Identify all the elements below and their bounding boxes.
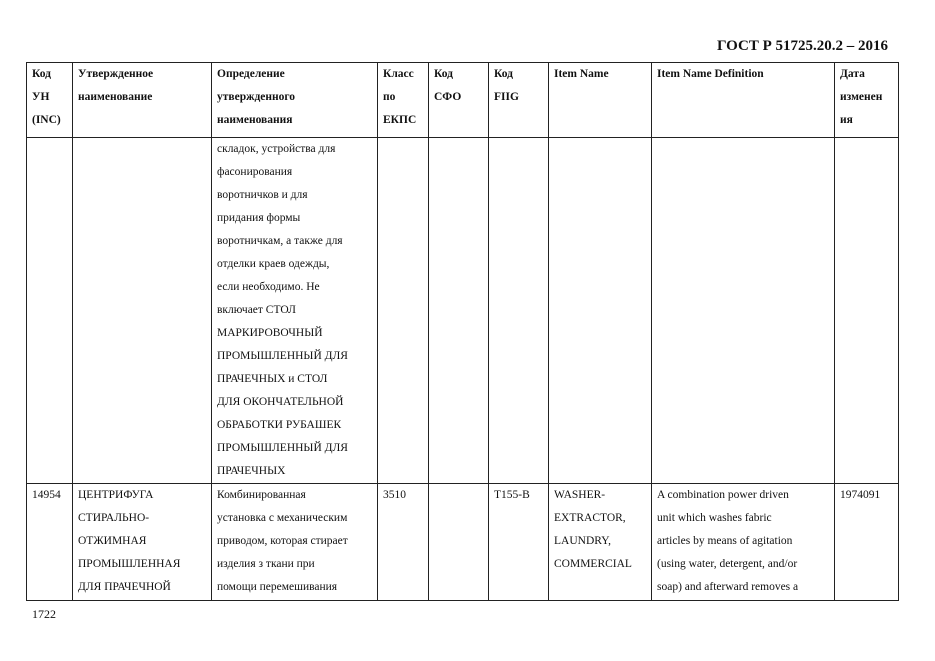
cell-change-date-empty [835, 138, 899, 484]
cell-sfo-empty [429, 138, 489, 484]
items-table [26, 62, 899, 601]
cell-inc-empty [27, 138, 73, 484]
table-row-continuation [27, 138, 899, 484]
cell-definition-continued: складок, устройства для фасонирования воротничков и для придания формы воротничкам, а также для отделки краев одежды, если необходимо. Не включает СТОЛ МАРКИРОВОЧНЫЙ ПРОМЫШЛЕННЫЙ ДЛЯ ПРАЧЕЧНЫХ и СТОЛ ДЛЯ ОКОНЧАТЕЛЬНОЙ ОБРАБОТКИ РУБАШЕК ПРОМЫШЛЕННЫЙ ДЛЯ ПРАЧЕЧНЫХ [212, 138, 378, 484]
cell-code-fiig: T155-B [494, 489, 530, 501]
header-change-date: Дата изменен ия [835, 63, 899, 138]
cell-class-empty [378, 138, 429, 484]
header-item-name-definition: Item Name Definition [652, 63, 835, 138]
cell-item-name-definition-empty [652, 138, 835, 484]
cell-item-name-definition: A combination power driven unit which washes fabric articles by means of agitation (using water, detergent, and/or soap) and afterward removes a [657, 489, 799, 593]
cell-approved-name-empty [73, 138, 212, 484]
cell-definition: Комбинированная установка с механическим приводом, которая стирает изделия з ткани при помощи перемешивания [217, 489, 348, 593]
table-header-row [27, 63, 899, 138]
cell-inc: 14954 [32, 489, 61, 501]
header-code-fiig: Код FIIG [489, 63, 549, 138]
cell-class-ekps: 3510 [383, 489, 406, 501]
standard-code: ГОСТ Р 51725.20.2 – 2016 [716, 38, 888, 54]
header-code-sfo: Код СФО [429, 63, 489, 138]
header-approved-name: Утвержденное наименование [73, 63, 212, 138]
cell-item-name-empty [549, 138, 652, 484]
cell-change-date: 1974091 [840, 489, 881, 501]
table-row [27, 484, 899, 601]
cell-fiig-empty [489, 138, 549, 484]
page-number: 1722 [32, 607, 56, 621]
header-inc: Код УН (INC) [27, 63, 73, 138]
header-definition: Определение утвержденного наименования [212, 63, 378, 138]
header-item-name: Item Name [549, 63, 652, 138]
header-class-ekps: Класс по ЕКПС [378, 63, 429, 138]
cell-code-sfo [434, 484, 483, 600]
cell-approved-name: ЦЕНТРИФУГА СТИРАЛЬНО- ОТЖИМНАЯ ПРОМЫШЛЕННАЯ ДЛЯ ПРАЧЕЧНОЙ [78, 489, 181, 593]
cell-item-name: WASHER- EXTRACTOR, LAUNDRY, COMMERCIAL [554, 489, 632, 570]
